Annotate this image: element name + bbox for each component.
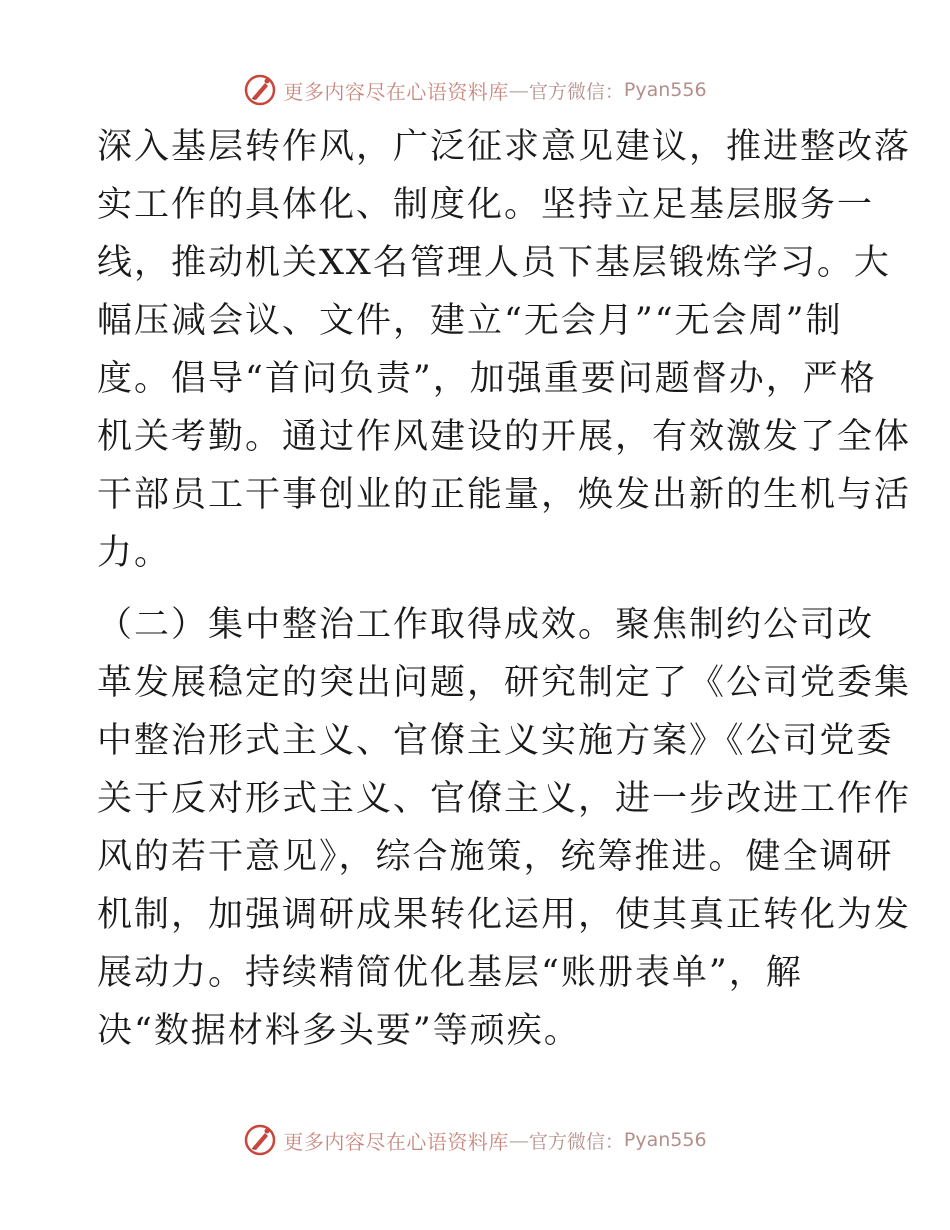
watermark-main-text: 更多内容尽在心语资料库: [283, 1129, 509, 1154]
text-line: 机关考勤。通过作风建设的开展，有效激发了全体: [97, 417, 912, 457]
text-line: 革发展稳定的突出问题，研究制定了《公司党委集: [97, 663, 912, 703]
text-line: 力。: [97, 533, 172, 573]
pen-logo-icon: [243, 73, 277, 107]
text-line: 中整治形式主义、官僚主义实施方案》《公司党委: [97, 721, 894, 761]
text-line: 关于反对形式主义、官僚主义，进一步改进工作作: [97, 779, 912, 819]
text-line: 线，推动机关XX名管理人员下基层锻炼学习。大: [97, 243, 891, 283]
text-line: 风的若干意见》，综合施策，统筹推进。健全调研: [97, 837, 894, 877]
paragraph-2: [97, 596, 912, 1060]
paragraph-spacer: [97, 582, 857, 596]
text-line: 实工作的具体化、制度化。坚持立足基层服务一: [97, 185, 875, 225]
watermark-wechat-id: Pyan556: [623, 79, 707, 101]
text-line: 机制，加强调研成果转化运用，使其真正转化为发: [97, 895, 912, 935]
pen-logo-icon: [243, 1123, 277, 1157]
text-line: 决“数据材料多头要”等顽疾。: [97, 1011, 581, 1051]
watermark-sub-text: 官方微信：: [528, 80, 624, 103]
watermark-main-text: 更多内容尽在心语资料库: [283, 79, 509, 104]
text-line: （二）集中整治工作取得成效。聚焦制约公司改: [97, 605, 875, 645]
watermark-dash: —: [508, 78, 529, 102]
text-line: 展动力。持续精简优化基层“账册表单”，解: [97, 953, 803, 993]
watermark-sub-text: 官方微信：: [528, 1130, 624, 1153]
text-line: 干部员工干事创业的正能量，焕发出新的生机与活: [97, 475, 912, 515]
text-line: 度。倡导“首问负责”，加强重要问题督办，严格: [97, 359, 877, 399]
header-watermark: [0, 70, 950, 110]
watermark-wechat-id: Pyan556: [623, 1129, 707, 1151]
footer-watermark: [0, 1120, 950, 1160]
watermark-dash: —: [508, 1128, 529, 1152]
document-body: [97, 118, 912, 1060]
paragraph-1: [97, 118, 912, 582]
text-line: 深入基层转作风，广泛征求意见建议，推进整改落: [97, 127, 912, 167]
text-line: 幅压减会议、文件，建立“无会月”“无会周”制: [97, 301, 843, 341]
